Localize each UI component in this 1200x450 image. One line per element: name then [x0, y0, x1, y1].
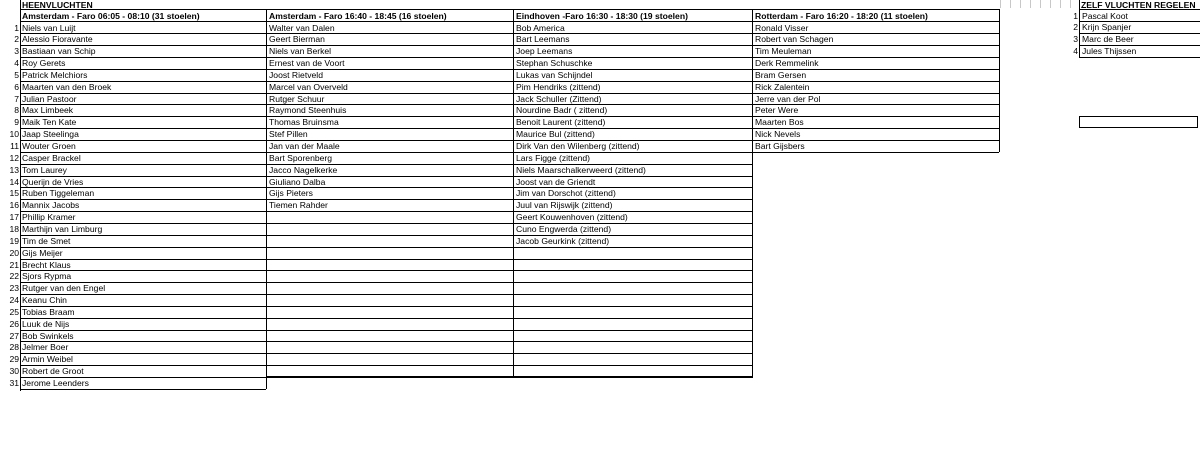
passenger-name-cell[interactable]: Phillip Kramer [22, 212, 76, 223]
row-number[interactable]: 10 [9, 129, 19, 140]
row-number[interactable]: 21 [9, 259, 19, 270]
row-border [513, 318, 752, 319]
passenger-name-cell[interactable]: Marthijn van Limburg [22, 223, 103, 234]
row-number[interactable]: 3 [1073, 34, 1078, 45]
self-arranged-name-cell[interactable]: Pascal Koot [1082, 10, 1128, 21]
passenger-name-cell[interactable]: Joep Leemans [516, 46, 573, 57]
row-border [266, 235, 513, 236]
row-number[interactable]: 25 [9, 306, 19, 317]
row-number[interactable]: 2 [14, 34, 19, 45]
passenger-name-cell[interactable]: Maarten van den Broek [22, 81, 112, 92]
row-number[interactable]: 29 [9, 354, 19, 365]
passenger-name-cell[interactable]: Robert de Groot [22, 366, 84, 377]
row-border [266, 247, 513, 248]
passenger-name-cell[interactable]: Mannix Jacobs [22, 200, 80, 211]
row-border [513, 270, 752, 271]
column-gridline [1030, 0, 1031, 8]
passenger-name-cell[interactable]: Stephan Schuschke [516, 58, 593, 69]
column-border [999, 9, 1000, 152]
passenger-name-cell[interactable]: Giuliano Dalba [269, 176, 326, 187]
passenger-name-cell[interactable]: Jack Schuller (Zittend) [516, 93, 602, 104]
passenger-name-cell[interactable]: Querijn de Vries [22, 176, 84, 187]
row-number[interactable]: 1 [14, 22, 19, 33]
row-border [266, 341, 513, 342]
passenger-name-cell[interactable]: Thomas Bruinsma [269, 117, 339, 128]
passenger-name-cell[interactable]: Jerre van der Pol [755, 93, 821, 104]
passenger-name-cell[interactable]: Rick Zalentein [755, 81, 810, 92]
row-number[interactable]: 2 [1073, 22, 1078, 33]
passenger-name-cell[interactable]: Armin Weibel [22, 354, 73, 365]
passenger-name-cell[interactable]: Bart Sporenberg [269, 152, 333, 163]
passenger-name-cell[interactable]: Patrick Melchiors [22, 69, 88, 80]
passenger-name-cell[interactable]: Peter Were [755, 105, 799, 116]
passenger-name-cell[interactable]: Jaap Steelinga [22, 129, 79, 140]
passenger-name-cell[interactable]: Maik Ten Kate [22, 117, 77, 128]
passenger-name-cell[interactable]: Niels Maarschalkerweerd (zittend) [516, 164, 646, 175]
passenger-name-cell[interactable]: Tim Meuleman [755, 46, 812, 57]
row-border [266, 353, 513, 354]
row-border [513, 282, 752, 283]
row-border [266, 365, 513, 366]
passenger-name-cell[interactable]: Geert Kouwenhoven (zittend) [516, 212, 628, 223]
column-header-amsterdam-afternoon[interactable]: Amsterdam - Faro 16:40 - 18:45 (16 stoelen) [269, 11, 447, 21]
row-number[interactable]: 6 [14, 81, 19, 92]
row-number[interactable]: 24 [9, 295, 19, 306]
thick-separator [266, 376, 752, 378]
passenger-name-cell[interactable]: Bart Gijsbers [755, 141, 805, 151]
row-number[interactable]: 20 [9, 247, 19, 258]
column-gridline [1060, 0, 1061, 8]
passenger-name-cell[interactable]: Tobias Braam [22, 306, 75, 317]
row-number[interactable]: 18 [9, 223, 19, 234]
column-header-amsterdam-morning[interactable]: Amsterdam - Faro 06:05 - 08:10 (31 stoelen) [22, 11, 200, 21]
row-number[interactable]: 3 [14, 46, 19, 57]
row-number[interactable]: 27 [9, 330, 19, 341]
passenger-name-cell[interactable]: Jacco Nagelkerke [269, 164, 338, 175]
passenger-name-cell[interactable]: Geert Bierman [269, 34, 325, 45]
title-row-border [20, 9, 1000, 10]
row-border [266, 259, 513, 260]
row-border [513, 353, 752, 354]
passenger-name-cell[interactable]: Max Limbeek [22, 105, 74, 116]
passenger-name-cell[interactable]: Ruben Tiggeleman [22, 188, 95, 199]
passenger-name-cell[interactable]: Bob America [516, 22, 565, 33]
row-border [266, 306, 513, 307]
passenger-name-cell[interactable]: Juul van Rijswijk (zittend) [516, 200, 613, 211]
passenger-name-cell[interactable]: Bob Swinkels [22, 330, 74, 341]
row-border [266, 318, 513, 319]
passenger-name-cell[interactable]: Jelmer Boer [22, 342, 69, 353]
row-border [266, 294, 513, 295]
passenger-name-cell[interactable]: Roy Gerets [22, 58, 66, 69]
column-gridline [1020, 0, 1021, 8]
passenger-name-cell[interactable]: Bram Gersen [755, 69, 807, 80]
row-number[interactable]: 13 [9, 164, 19, 175]
row-number[interactable]: 12 [9, 152, 19, 163]
column-gridline [1070, 0, 1071, 8]
passenger-name-cell[interactable]: Ernest van de Voort [269, 58, 345, 69]
row-border [513, 365, 752, 366]
column-header-eindhoven[interactable]: Eindhoven -Faro 16:30 - 18:30 (19 stoelen) [516, 11, 688, 21]
sheet-title[interactable]: HEENVLUCHTEN [22, 0, 93, 10]
selected-cell[interactable] [1079, 116, 1198, 128]
passenger-name-cell[interactable]: Lukas van Schijndel [516, 69, 593, 80]
row-number[interactable]: 14 [9, 176, 19, 187]
passenger-name-cell[interactable]: Tiemen Rahder [269, 200, 328, 211]
row-number[interactable]: 31 [9, 378, 19, 388]
passenger-name-cell[interactable]: Brecht Klaus [22, 259, 71, 270]
row-border [266, 223, 513, 224]
self-arranged-name-cell[interactable]: Krijn Spanjer [1082, 22, 1132, 33]
row-number[interactable]: 9 [14, 117, 19, 128]
passenger-name-cell[interactable]: Joost van de Griendt [516, 176, 596, 187]
column-gridline [1010, 0, 1011, 8]
row-number[interactable]: 4 [14, 58, 19, 69]
passenger-name-cell[interactable]: Benoit Laurent (zittend) [516, 117, 606, 128]
row-number[interactable]: 23 [9, 283, 19, 294]
row-number[interactable]: 11 [10, 141, 19, 151]
row-border [513, 294, 752, 295]
passenger-name-cell[interactable]: Jan van der Maale [269, 141, 340, 151]
passenger-name-cell[interactable]: Jim van Dorschot (zittend) [516, 188, 616, 199]
self-arranged-name-cell[interactable]: Marc de Beer [1082, 34, 1134, 45]
passenger-name-cell[interactable]: Sjors Rypma [22, 271, 72, 282]
passenger-name-cell[interactable]: Raymond Steenhuis [269, 105, 347, 116]
passenger-name-cell[interactable]: Casper Brackel [22, 152, 81, 163]
passenger-name-cell[interactable]: Robert van Schagen [755, 34, 834, 45]
passenger-name-cell[interactable]: Walter van Dalen [269, 22, 335, 33]
row-number[interactable]: 4 [1073, 46, 1078, 57]
row-border [266, 270, 513, 271]
row-number[interactable]: 1 [1073, 10, 1078, 21]
row-number[interactable]: 22 [9, 271, 19, 282]
passenger-name-cell[interactable]: Maarten Bos [755, 117, 804, 128]
passenger-name-cell[interactable]: Alessio Fioravante [22, 34, 93, 45]
passenger-name-cell[interactable]: Nourdine Badr ( zittend) [516, 105, 608, 116]
passenger-name-cell[interactable]: Luuk de Nijs [22, 318, 70, 329]
row-border [266, 282, 513, 283]
passenger-name-cell[interactable]: Niels van Luijt [22, 22, 76, 33]
row-number[interactable]: 28 [9, 342, 19, 353]
row-number[interactable]: 5 [14, 69, 19, 80]
column-gridline [1050, 0, 1051, 8]
passenger-name-cell[interactable]: Derk Remmelink [755, 58, 819, 69]
passenger-name-cell[interactable]: Stef Pillen [269, 129, 308, 140]
passenger-name-cell[interactable]: Joost Rietveld [269, 69, 323, 80]
row-border [1079, 57, 1200, 58]
row-number[interactable]: 30 [9, 366, 19, 377]
passenger-name-cell[interactable]: Ronald Visser [755, 22, 809, 33]
passenger-name-cell[interactable]: Rutger Schuur [269, 93, 325, 104]
passenger-name-cell[interactable]: Wouter Groen [22, 141, 76, 151]
passenger-name-cell[interactable]: Rutger van den Engel [22, 283, 106, 294]
passenger-name-cell[interactable]: Gijs Meijer [22, 247, 63, 258]
row-border [513, 306, 752, 307]
row-number[interactable]: 19 [9, 235, 19, 246]
passenger-name-cell[interactable]: Tim de Smet [22, 235, 71, 246]
passenger-name-cell[interactable]: Tom Laurey [22, 164, 67, 175]
passenger-name-cell[interactable]: Julian Pastoor [22, 93, 77, 104]
row-number[interactable]: 15 [9, 188, 19, 199]
passenger-name-cell[interactable]: Gijs Pieters [269, 188, 313, 199]
row-number[interactable]: 8 [14, 105, 19, 116]
passenger-name-cell[interactable]: Nick Nevels [755, 129, 801, 140]
passenger-name-cell[interactable]: Keanu Chin [22, 295, 67, 306]
passenger-name-cell[interactable]: Niels van Berkel [269, 46, 332, 57]
column-gridline [1040, 0, 1041, 8]
column-header-rotterdam[interactable]: Rotterdam - Faro 16:20 - 18:20 (11 stoelen) [755, 11, 928, 21]
row-number[interactable]: 16 [9, 200, 19, 211]
passenger-name-cell[interactable]: Bastiaan van Schip [22, 46, 96, 57]
passenger-name-cell[interactable]: Jacob Geurkink (zittend) [516, 235, 610, 246]
self-arranged-title[interactable]: ZELF VLUCHTEN REGELEN [1081, 0, 1196, 10]
passenger-name-cell[interactable]: Bart Leemans [516, 34, 570, 45]
passenger-name-cell[interactable]: Marcel van Overveld [269, 81, 348, 92]
passenger-name-cell[interactable]: Jerome Leenders [22, 378, 89, 388]
row-border [513, 330, 752, 331]
row-number[interactable]: 7 [14, 93, 19, 104]
passenger-name-cell[interactable]: Pim Hendriks (zittend) [516, 81, 601, 92]
self-arranged-name-cell[interactable]: Jules Thijssen [1082, 46, 1137, 57]
passenger-name-cell[interactable]: Maurice Bul (zittend) [516, 129, 595, 140]
row-border [513, 259, 752, 260]
row-border [266, 330, 513, 331]
row-border [513, 341, 752, 342]
passenger-name-cell[interactable]: Dirk Van den Wilenberg (zittend) [516, 141, 640, 151]
passenger-name-cell[interactable]: Cuno Engwerda (zittend) [516, 223, 612, 234]
passenger-name-cell[interactable]: Lars Figge (zittend) [516, 152, 591, 163]
row-number[interactable]: 26 [9, 318, 19, 329]
row-number[interactable]: 17 [9, 212, 19, 223]
column-gridline [1000, 0, 1001, 8]
